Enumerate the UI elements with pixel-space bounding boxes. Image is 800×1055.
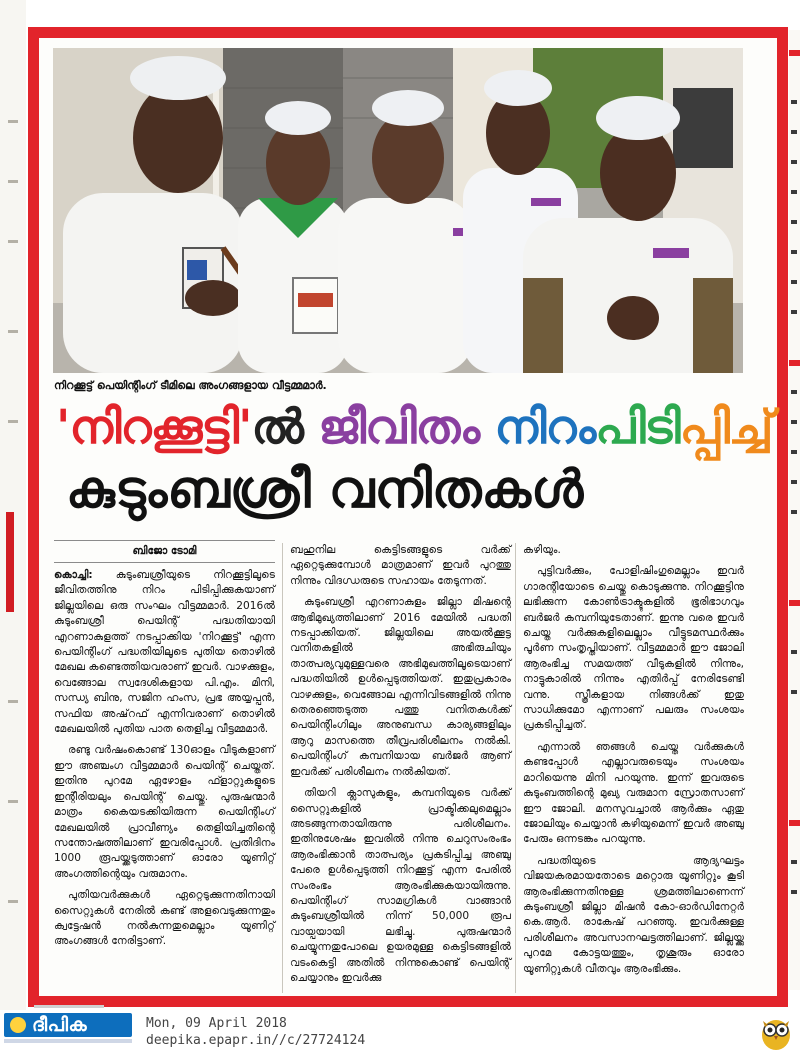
byline-rule-bottom: [54, 562, 275, 563]
article-column-2: [290, 543, 511, 992]
headline-jeevitham: ജീവിതം: [318, 400, 495, 455]
edition-date: Mon, 09 April 2018: [146, 1016, 287, 1031]
headline: [56, 395, 773, 520]
paragraph: ബഹുനില കെട്ടിടങ്ങളുടെ വർക്ക് ഏറ്റെടുക്കുമ്പോൾ മാത്രമാണ് ഇവർ പുറത്തു നിന്നും വിദഗ്ധരുടെ സഹായം തേടുന്നത്.: [290, 544, 511, 587]
paragraph: എന്നാൽ ഞങ്ങൾ ചെയ്ത വർക്കുകൾ കണ്ടപ്പോൾ എല്ലാവരുടെയും സംശയം മാറിയെന്നു മിനി പറയുന്നു. ഇന്ന് ഇവരുടെ കുടുംബത്തിന്റെ മുഖ്യ വരുമാന സ്രോതസാണ് ഈ ജോലി. മനസുവച്ചാൽ ആർക്കും ഏതു ജോലിയും ചെയ്യാൻ കഴിയുമെന്ന് ഇവർ അഞ്ചു പേരും ഒന്നടങ്കം പറയുന്നു.: [523, 740, 744, 846]
column-divider-1: [282, 543, 283, 993]
neighbour-page-left-edge: [0, 0, 26, 1010]
headline-rainbow-3: പിടി: [595, 400, 680, 455]
logo-text: ദീപിക: [32, 1014, 88, 1036]
dateline: കൊച്ചി:: [54, 569, 93, 581]
headline-line-1: [56, 395, 773, 461]
owl-icon: [759, 1015, 793, 1051]
logo-mark-icon: [10, 1017, 26, 1033]
clip-url[interactable]: deepika.epapr.in//c/27724124: [146, 1033, 366, 1048]
photo-caption: നിറക്കൂട്ട് പെയിന്റിംഗ് ടീമിലെ അംഗങ്ങളായ വീട്ടമ്മമാർ.: [54, 379, 327, 392]
paragraph: തിയറി ക്ലാസുകളും, കമ്പനിയുടെ വർക്ക് സൈറ്റുകളിൽ പ്രാക്ടിക്കലുമെല്ലാം അടങ്ങുന്നതായിരുന്നു പരിശീലനം. ഇതിനുശേഷം ഇവരിൽ നിന്നു ചെറുസംരംഭം ആരംഭിക്കാൻ താത്പര്യം പ്രകടിപ്പിച്ച അഞ്ചു പേരെ ഉൾപ്പെടുത്തി നിറക്കൂട്ട് എന്ന പേരിൽ സംരംഭം ആരംഭിക്കുകയായിരുന്നു. പെയിന്റിംഗ് സാമഗ്രികൾ വാങ്ങാൻ കുടുംബശ്രീയിൽ നിന്ന് 50,000 രൂപ വായ്പയായി ലഭിച്ചു. പുരുഷന്മാർ ചെയ്യുന്നതുപോലെ ഉയരമുള്ള കെട്ടിടങ്ങളിൽ വടംകെട്ടി അതിൽ നിന്നുകൊണ്ട് പെയിന്റ് ചെയ്യാനും ഇവർക്കു: [290, 787, 511, 984]
paragraph: [54, 568, 275, 737]
headline-quote-close: ': [238, 400, 252, 455]
headline-niraakkootti: നിറക്കൂട്ടി: [69, 400, 239, 455]
headline-rainbow-4: പ്പിച്ച്: [679, 400, 773, 455]
deepika-logo[interactable]: [4, 1013, 132, 1046]
headline-line-2: കുടുംബശ്രീ വനിതകൾ: [66, 460, 584, 520]
column-divider-2: [515, 543, 516, 993]
paragraph-text: കുടുംബശ്രീയുടെ നിറക്കൂട്ടിലൂടെ ജീവിതത്തിനു നിറം പിടിപ്പിക്കുകയാണ് ജില്ലയിലെ ഒരു സംഘം വീട്ടമ്മമാർ. 2016ൽ കുടുംബശ്രീ പെയിന്റ് പദ്ധതിയായി എറണാകുളത്ത് നടപ്പാക്കിയ 'നിറക്കൂട്ട്' എന്ന പെയിന്റിംഗ് പദ്ധതിയിലൂടെ പുതിയ തൊഴിൽ മേഖല കണ്ടെത്തിയവരാണ് ഇവർ. വാഴക്കുളം, വെങ്ങോല സ്വദേശികളായ പി.എം. മിനി, സന്ധ്യ ബിനു, സജിന ഹംസ, പ്രഭ അയ്യപ്പൻ, സഫിയ അഷ്‌റഫ് എന്നിവരാണ് തൊഴിൽ മേഖലയിൽ പുതിയ പാത തെളിച്ച വീട്ടമ്മമാർ.: [54, 569, 275, 736]
article-column-3: [523, 543, 744, 983]
article-column-1: [54, 568, 275, 956]
team-photo: [53, 48, 743, 373]
headline-quote-open: ': [56, 400, 70, 455]
neighbour-page-right-edge: [789, 30, 800, 990]
byline: ബിജോ ടോമി: [132, 545, 197, 557]
paragraph: പുട്ടിവർക്കും, പോളിഷിംഗുമെല്ലാം ഇവർ ഗാരന്റിയോടെ ചെയ്തു കൊടുക്കുന്നു. നിറക്കൂട്ടിനു ലഭിക്കുന്ന കോൺട്രാക്ടുകളിൽ ഭൂരിഭാഗവും ബർജർ കമ്പനിയുടേതാണ്. ഇന്നു വരെ ഇവർ ചെയ്ത വർക്കുകളിലെല്ലാം വീട്ടുടമസ്ഥർക്കും പൂർണ സംതൃപ്തിയാണ്. വീട്ടമ്മമാർ ഈ ജോലി ആരംഭിച്ച സമയത്ത് വീടുകളിൽ നിന്നും, നാട്ടുകാരിൽ നിന്നും എതിർപ്പ് നേരിടേണ്ടി വന്നു. സ്ത്രീകളായ നിങ്ങൾക്ക് ഇതു സാധിക്കുമോ എന്നാണ് പലരും സംശയം പ്രകടിപ്പിച്ചത്.: [523, 565, 744, 732]
paragraph: പുതിയവർക്കുകൾ ഏറ്റെടുക്കുന്നതിനായി സൈറ്റുകൾ നേരിൽ കണ്ട് അളവെടുക്കുന്നതും ക്വട്ടേഷൻ നൽകുന്നതുമെല്ലാം യൂണിറ്റ് അംഗങ്ങൾ നേരിട്ടാണ്.: [54, 889, 275, 948]
paragraph: പദ്ധതിയുടെ ആദ്യഘട്ടം വിജയകരമായതോടെ മറ്റൊരു യൂണിറ്റും കൂടി ആരംഭിക്കുന്നതിനുള്ള ശ്രമത്തിലാണെന്ന് കുടുംബശ്രീ ജില്ലാ മിഷൻ കോ-ഓർഡിനേറ്റർ കെ.ആർ. രാകേഷ് പറഞ്ഞു. ഇവർക്കുള്ള പരിശീലനം അവസാനഘട്ടത്തിലാണ്. ജില്ലയ്ക്കു പുറമേ കോട്ടയത്തും, തൃശൂരും ഓരോ യൂണിറ്റുകൾ വീതവും ആരംഭിക്കും.: [523, 854, 744, 975]
byline-rule-top: [54, 540, 275, 541]
paragraph: കുടുംബശ്രീ എറണാകുളം ജില്ലാ മിഷന്റെ ആഭിമുഖ്യത്തിലാണ് 2016 മേയിൽ പദ്ധതി നടപ്പാക്കിയത്. ജില്ലയിലെ അയൽക്കൂട്ട വനിതകളിൽ അഭിരുചിയും താത്പര്യവുമുള്ളവരെ അഭിമുഖത്തിലൂടെയാണ് പദ്ധതിയിൽ ഉൾപ്പെടുത്തിയത്. ഇതുപ്രകാരം വാഴക്കുളം, വെങ്ങോല എന്നിവിടങ്ങളിൽ നിന്നു തെരഞ്ഞെടുത്ത പത്തു വനിതകൾക്ക് പെയിന്റിംഗിലും അനുബന്ധ കാര്യങ്ങളിലും ആറു മാസത്തെ തീവ്രപരിശീലനം നൽകി. പെയിന്റിംഗ് കമ്പനിയായ ബർജർ ആണ് ഇവർക്ക് പരിശീലനം നൽകിയത്.: [290, 596, 511, 778]
paragraph: കഴിയും.: [523, 544, 561, 556]
headline-rainbow-1: നിറ: [494, 400, 596, 455]
paragraph: രണ്ടു വർഷംകൊണ്ട് 130ഓളം വീടുകളാണ് ഈ അഞ്ചംഗ വീട്ടമ്മമാർ പെയിന്റ് ചെയ്തത്. ഇതിനു പുറമേ ഏഴോളം ഫ്ളാറ്റുകളുടെ ഇന്റീരിയലും പെയിന്റ് ചെയ്തു. പുരുഷന്മാർ മാത്രം കൈയടക്കിയിരുന്ന പെയിന്റിംഗ് മേഖലയിൽ പ്രാവീണ്യം തെളിയിച്ചതിന്റെ സന്തോഷത്തിലാണ് ഇവരിപ്പോൾ. പ്രതിദിനം 1000 രൂപയ്ക്കടുത്താണ് ഓരോ യൂണിറ്റ് അംഗത്തിന്റെയും വരുമാനം.: [54, 744, 275, 880]
headline-il: ൽ: [251, 400, 319, 455]
